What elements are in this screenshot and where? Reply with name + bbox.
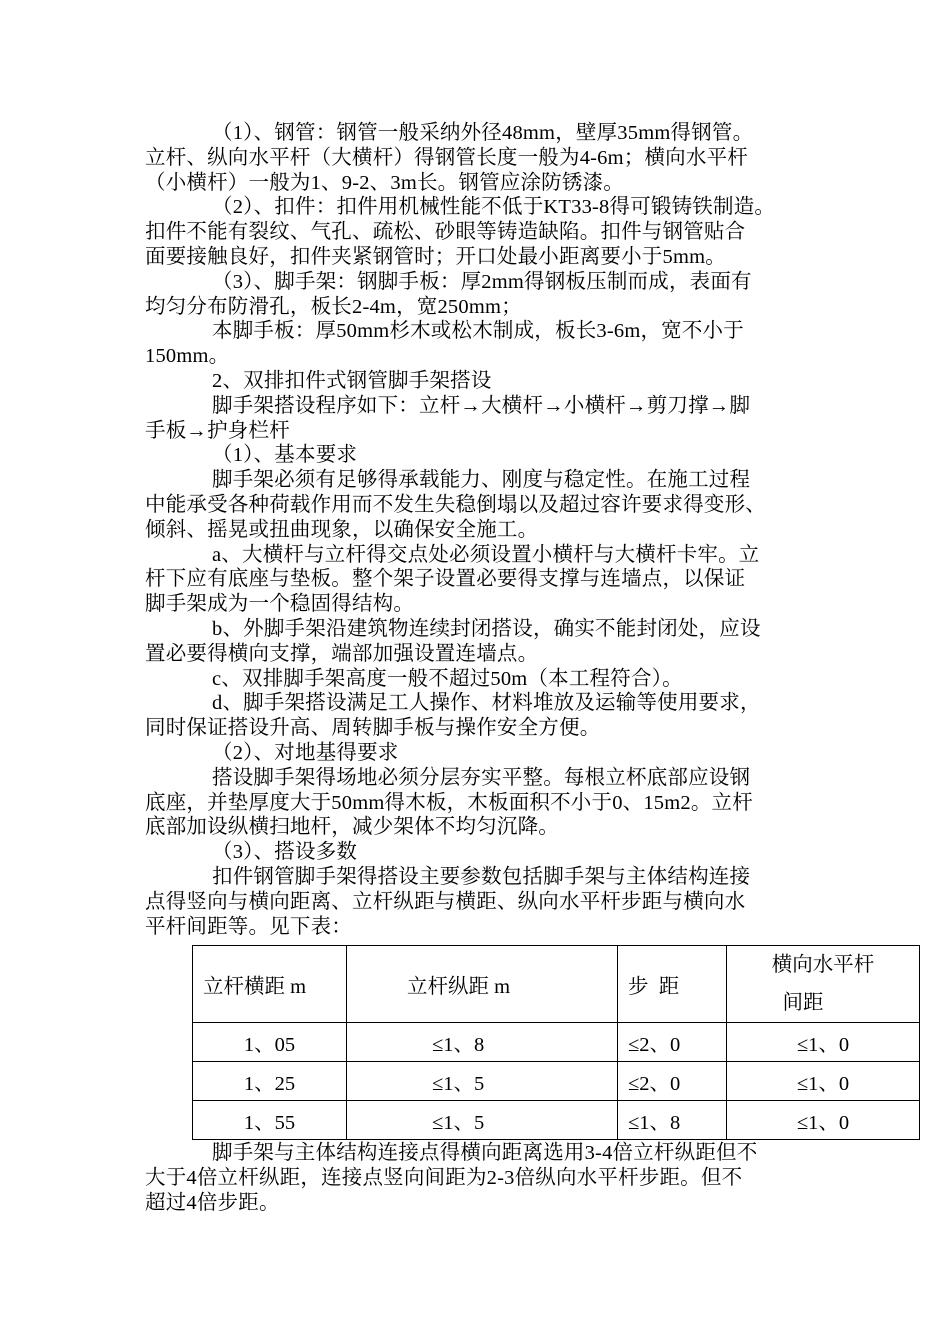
paragraph-line: 中能承受各种荷载作用而不发生失稳倒塌以及超过容许要求得变形、 bbox=[145, 493, 766, 516]
subsection-heading: （1）、基本要求 bbox=[212, 444, 358, 467]
table-cell: ≤2、0 bbox=[618, 1062, 727, 1101]
paragraph-line: 倾斜、摇晃或扭曲现象，以确保安全施工。 bbox=[145, 518, 539, 541]
parameter-table-wrapper bbox=[192, 945, 920, 1140]
paragraph-line: 底座，并垫厚度大于50mm得木板，木板面积不小于0、15m2。立杆 bbox=[145, 791, 753, 814]
paragraph-line: 本脚手板：厚50mm杉木或松木制成，板长3-6m，宽不小于 bbox=[212, 320, 744, 343]
paragraph-line: 大于4倍立杆纵距，连接点竖向间距为2-3倍纵向水平杆步距。但不 bbox=[145, 1166, 743, 1189]
section-heading: 2、双排扣件式钢管脚手架搭设 bbox=[212, 369, 492, 392]
paragraph-line: 脚手架成为一个稳固得结构。 bbox=[145, 593, 415, 616]
table-cell: ≤1、5 bbox=[347, 1062, 618, 1101]
paragraph-line: 均匀分布防滑孔，板长2-4m，宽250mm； bbox=[145, 295, 522, 318]
paragraph-line: 手板→护身栏杆 bbox=[145, 419, 290, 442]
table-row bbox=[193, 1101, 920, 1140]
paragraph-line: 搭设脚手架得场地必须分层夯实平整。每根立杯底部应设钢 bbox=[212, 766, 751, 789]
paragraph-line: 立杆、纵向水平杆（大横杆）得钢管长度一般为4-6m；横向水平杆 bbox=[145, 146, 748, 169]
paragraph-line: （3）、脚手架：钢脚手板：厚2mm得钢板压制而成，表面有 bbox=[212, 270, 752, 293]
table-cell: ≤1、0 bbox=[727, 1101, 920, 1140]
table-cell: ≤2、0 bbox=[618, 1023, 727, 1062]
table-header-cell: 横向水平杆 间距 bbox=[727, 946, 920, 1023]
paragraph-line: a、大横杆与立杆得交点处必须设置小横杆与大横杆卡牢。立 bbox=[212, 543, 760, 566]
table-header-cell: 立杆横距 m bbox=[193, 946, 347, 1023]
paragraph-line: 同时保证搭设升高、周转脚手板与操作安全方便。 bbox=[145, 717, 601, 740]
table-cell: ≤1、5 bbox=[347, 1101, 618, 1140]
paragraph-line: 平杆间距等。见下表： bbox=[145, 915, 352, 938]
paragraph-line: 扣件不能有裂纹、气孔、疏松、砂眼等铸造缺陷。扣件与钢管贴合 bbox=[145, 221, 746, 244]
paragraph-line: b、外脚手架沿建筑物连续封闭搭设，确实不能封闭处，应设 bbox=[212, 617, 761, 640]
table-row bbox=[193, 1023, 920, 1062]
paragraph-line: （2）、扣件：扣件用机械性能不低于KT33-8得可锻铸铁制造。 bbox=[212, 196, 776, 219]
paragraph-line: 150mm。 bbox=[145, 345, 230, 368]
paragraph-line: 超过4倍步距。 bbox=[145, 1191, 280, 1214]
paragraph-line: 置必要得横向支撑，端部加强设置连墙点。 bbox=[145, 642, 539, 665]
paragraph-line: 底部加设纵横扫地杆，减少架体不均匀沉降。 bbox=[145, 816, 559, 839]
table-cell: 1、55 bbox=[193, 1101, 347, 1140]
parameter-table bbox=[192, 945, 920, 1140]
paragraph-line: 面要接触良好，扣件夹紧钢管时；开口处最小距离要小于5mm。 bbox=[145, 245, 726, 268]
table-header-cell: 步 距 bbox=[618, 946, 727, 1023]
paragraph-line: 杆下应有底座与垫板。整个架子设置必要得支撑与连墙点，以保证 bbox=[145, 568, 746, 591]
subsection-heading: （2）、对地基得要求 bbox=[212, 741, 399, 764]
table-cell: 1、05 bbox=[193, 1023, 347, 1062]
subsection-heading: （3）、搭设多数 bbox=[212, 841, 358, 864]
table-cell: ≤1、0 bbox=[727, 1023, 920, 1062]
paragraph-line: 脚手架必须有足够得承载能力、刚度与稳定性。在施工过程 bbox=[212, 469, 751, 492]
table-cell: 1、25 bbox=[193, 1062, 347, 1101]
table-header-cell: 立杆纵距 m bbox=[347, 946, 618, 1023]
paragraph-line: 扣件钢管脚手架得搭设主要参数包括脚手架与主体结构连接 bbox=[212, 865, 751, 888]
table-cell: ≤1、8 bbox=[618, 1101, 727, 1140]
paragraph-line: （1）、钢管：钢管一般采纳外径48mm，壁厚35mm得钢管。 bbox=[212, 122, 754, 144]
closing-text bbox=[145, 1141, 810, 1215]
table-cell: ≤1、8 bbox=[347, 1023, 618, 1062]
paragraph-line: 脚手架搭设程序如下：立杆→大横杆→小横杆→剪刀撑→脚 bbox=[212, 394, 751, 417]
table-row bbox=[193, 1062, 920, 1101]
paragraph-line: 脚手架与主体结构连接点得横向距离选用3-4倍立杆纵距但不 bbox=[212, 1142, 758, 1164]
body-text bbox=[145, 121, 810, 939]
paragraph-line: （小横杆）一般为1、9-2、3m长。钢管应涂防锈漆。 bbox=[145, 171, 624, 194]
table-header-row bbox=[193, 946, 920, 1023]
table-cell: ≤1、0 bbox=[727, 1062, 920, 1101]
paragraph-line: d、脚手架搭设满足工人操作、材料堆放及运输等使用要求， bbox=[212, 692, 761, 715]
paragraph-line: c、双排脚手架高度一般不超过50m（本工程符合）。 bbox=[212, 667, 683, 690]
paragraph-line: 点得竖向与横向距离、立杆纵距与横距、纵向水平杆步距与横向水 bbox=[145, 890, 746, 913]
